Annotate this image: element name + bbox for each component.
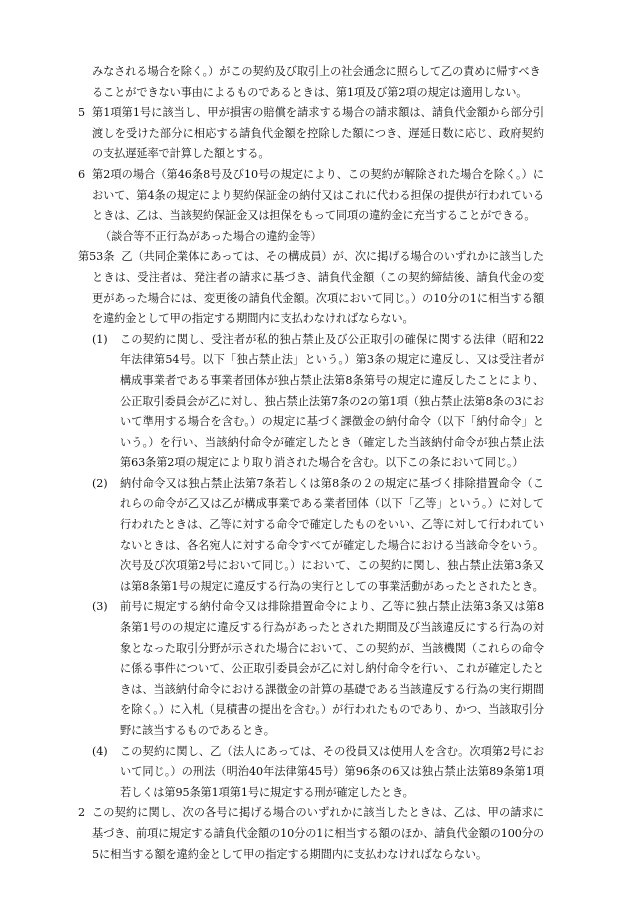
item-4-mark: (4) xyxy=(92,744,108,758)
paragraph-2-text: この契約に関し、次の各号に掲げる場合のいずれかに該当したときは、乙は、甲の請求に基づき、前項に規定する請負代金額の10分の1に相当する額のほか、請負代金額の100分の5に相当する額を違約金として甲の指定する期間内に支払わなければならない。 xyxy=(92,806,544,861)
item-3-text: 前号に規定する納付命令又は排除措置命令により、乙等に独占禁止法第3条又は第8条第1号のの規定に違反する行為があったとされた期間及び当該違反にする行為の対象となった取引分野が示された場合において、この契約が、当該機関（これらの命令に係る事件について、公正取引委員会が乙に対し納付命令を行い、これが確定したときは、当該納付命令における課徴金の計算の基礎である当該違反する行為の実行期間を除く。）に入札（見積書の提出を含む。）が行われたものであり、かつ、当該取引分野に該当するものであるとき。 xyxy=(120,600,544,737)
article-53-text: 乙（共同企業体にあっては、その構成員）が、次に掲げる場合のいずれかに該当したときは、受注者は、発注者の請求に基づき、請負代金額（この契約締結後、請負代金の変更があった場合には、変更後の請負代金額。次項において同じ。）の10分の1に相当する額を違約金として甲の指定する期間内に支払わなければならない。 xyxy=(92,250,544,326)
document-body xyxy=(78,62,544,865)
continued-paragraph xyxy=(92,62,544,103)
item-1-text: この契約に関し、受注者が私的独占禁止及び公正取引の確保に関する法律（昭和22年法律第54号。以下「独占禁止法」という。）第3条の規定に違反し、又は受注者が構成事業者である事業者団体が独占禁止法第8条第号の規定に違反したことにより、公正取引委員会が乙に対し、独占禁止法第7条の2の第1項（独占禁止法第8条の3において準用する場合を含む。）の規定に基づく課徴金の納付命令（以下「納付命令」という。）を行い、当該納付命令が確定したとき（確定した当該納付命令が独占禁止法第63条第2項の規定により取り消された場合を含む。以下この条において同じ。） xyxy=(120,332,544,470)
paragraph-2 xyxy=(78,803,544,865)
item-4 xyxy=(92,742,544,804)
item-4-text: この契約に関し、乙（法人にあっては、その役員又は使用人を含む。次項第2号において同じ。）の刑法（明治40年法律第45号）第96条の6又は独占禁止法第89条第1項若しくは第95条第1項第1号に規定する刑が確定したとき。 xyxy=(120,744,544,799)
paragraph-5 xyxy=(78,103,544,165)
paragraph-2-number: 2 xyxy=(78,806,86,820)
paragraph-6-text: 第2項の場合（第46条8号及び10号の規定により、この契約が解除された場合を除く。）において、第4条の規定により契約保証金の納付又はこれに代わる担保の提供が行われているときは、乙は、当該契約保証金又は担保をもって同項の違約金に充当することができる。 xyxy=(92,167,544,223)
paragraph-6-number: 6 xyxy=(78,167,86,181)
paragraph-5-text: 第1項第1号に該当し、甲が損害の賠償を請求する場合の請求額は、請負代金額から部分引渡しを受けた部分に相応する請負代金額を控除した額につき、遅延日数に応じ、政府契約の支払遅延率で計算した額とする。 xyxy=(92,106,544,161)
item-1 xyxy=(92,330,544,474)
item-3 xyxy=(92,597,544,741)
item-1-mark: (1) xyxy=(92,332,108,346)
continued-line-1: みなされる場合を除く。）がこの契約及び取引上の社会通念に照らして乙の責めに帰すべき xyxy=(92,65,541,78)
item-2-mark: (2) xyxy=(92,476,108,490)
article-heading: （談合等不正行為があった場合の違約金等） xyxy=(100,229,322,243)
article-53-number: 第53条 xyxy=(78,250,115,264)
item-2-text: 納付命令又は独占禁止法第7条若しくは第8条の２の規定に基づく排除措置命令（これらの命令が乙又は乙が構成事業である業者団体（以下「乙等」という。）に対して行われたときは、乙等に対する命令で確定したものをいい、乙等に対して行われていないときは、各名宛人に対する命令すべてが確定した場合における当該命令をいう。次号及び次項第2号において同じ。）において、この契約に関し、独占禁止法第3条又は第8条第1号の規定に違反する行為の実行としての事業活動があったとされたとき。 xyxy=(120,476,544,593)
paragraph-6 xyxy=(78,165,544,227)
article-53 xyxy=(78,247,544,329)
paragraph-5-number: 5 xyxy=(78,106,86,120)
item-2 xyxy=(92,474,544,598)
continued-line-2: ることができない事由によるものであるときは、第1項及び第2項の規定は適用しない。 xyxy=(92,85,528,99)
item-3-mark: (3) xyxy=(92,600,108,614)
